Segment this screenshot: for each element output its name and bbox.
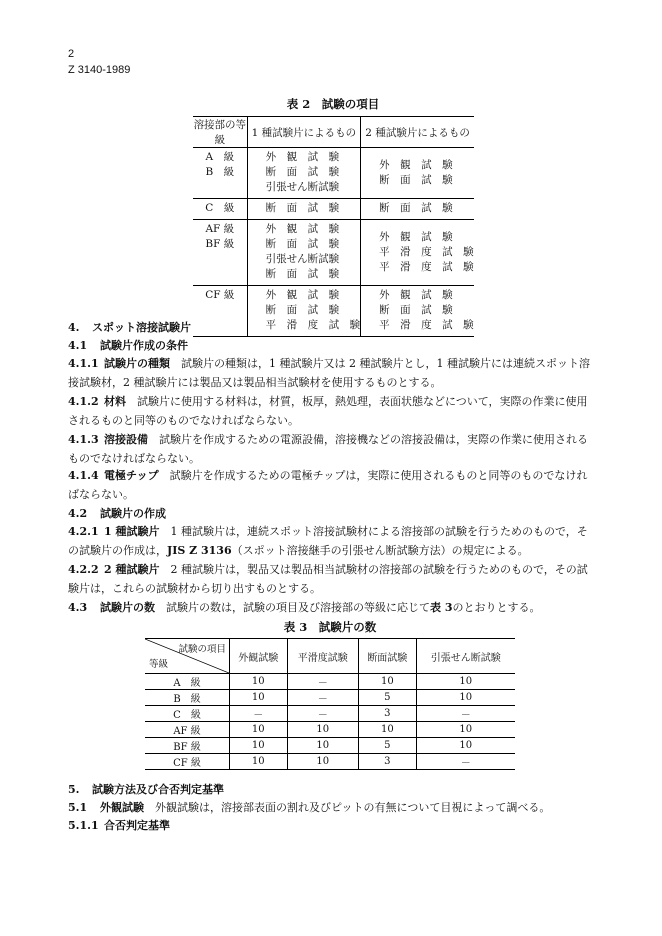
table3-value-cell: 5 bbox=[359, 738, 417, 754]
table3-row bbox=[145, 738, 515, 754]
table3-row bbox=[145, 754, 515, 770]
table3-header-section: 断面試験 bbox=[359, 639, 417, 674]
table3-value-cell: 10 bbox=[287, 722, 359, 738]
table2-type2-cell bbox=[361, 148, 474, 199]
table3-value-cell: 3 bbox=[359, 754, 417, 770]
table2-type1-cell-line: 平 滑 度 試 験 bbox=[265, 319, 361, 331]
table3-value-cell: 10 bbox=[230, 754, 288, 770]
table2-row bbox=[193, 199, 474, 220]
table3-value-cell: 10 bbox=[230, 674, 288, 690]
table2-type2-cell bbox=[361, 199, 474, 220]
standard-number: Z 3140-1989 bbox=[68, 64, 131, 76]
table2-type1-cell-line: 引張せん断試験 bbox=[265, 181, 340, 193]
table3-row bbox=[145, 674, 515, 690]
table2-header-row bbox=[193, 117, 474, 148]
table2-type2-cell-line: 外 観 試 験 bbox=[379, 289, 453, 301]
table3-value-cell: 10 bbox=[230, 722, 288, 738]
table3-value-cell: 10 bbox=[416, 722, 515, 738]
table2-type1-cell-line: 断 面 試 験 bbox=[265, 238, 340, 250]
section-5-1: 5.1 外観試験 外観試験は，溶接部表面の割れ及びピットの有無について目視によって調べる。 bbox=[68, 801, 551, 814]
table2-type2-cell-line: 平 滑 度 試 験 bbox=[379, 319, 474, 331]
jis-reference: JIS Z 3136 bbox=[167, 544, 232, 557]
table2-type1-cell-line: 外 観 試 験 bbox=[265, 223, 340, 235]
table2-type1-cell-line: 断 面 試 験 bbox=[265, 166, 340, 178]
table3-value-cell: － bbox=[287, 674, 359, 690]
table2-type1-cell-line: 断 面 試 験 bbox=[265, 268, 340, 280]
table3-value-cell: － bbox=[416, 706, 515, 722]
table2-type2-cell-line: 断 面 試 験 bbox=[379, 202, 453, 214]
table2-grade-cell-line: CF 級 bbox=[205, 289, 235, 301]
table2-type2-cell bbox=[361, 220, 474, 286]
table2-type1-cell-line: 外 観 試 験 bbox=[265, 151, 340, 163]
table2-row bbox=[193, 220, 474, 286]
table3-value-cell: 10 bbox=[416, 674, 515, 690]
section-4-2-2: 4.2.2 2 種試験片 2 種試験片は，製品又は製品相当試験材の溶接部の試験を行うためのもので，その試験片は，これらの試験材から切り出すものとする。 bbox=[68, 563, 588, 595]
table2-type2-cell-line: 外 観 試 験 bbox=[379, 230, 453, 243]
table3-grade-cell: B 級 bbox=[145, 690, 230, 706]
section-5-1-1-heading: 5.1.1 合否判定基準 bbox=[68, 819, 170, 832]
page-number: 2 bbox=[68, 48, 75, 60]
table3-value-cell: 10 bbox=[359, 674, 417, 690]
section-4-3: 4.3 試験片の数 試験片の数は，試験の項目及び溶接部の等級に応じて表 3のとおりとする。 bbox=[68, 601, 541, 614]
table3-value-cell: 10 bbox=[230, 738, 288, 754]
table2-type1-cell bbox=[247, 220, 361, 286]
table3-grade-cell: CF 級 bbox=[145, 754, 230, 770]
table2-type1-cell bbox=[247, 199, 361, 220]
table2-header-type2: 2 種試験片によるもの bbox=[361, 117, 474, 148]
table3-value-cell: － bbox=[287, 690, 359, 706]
table3-header-row bbox=[145, 639, 515, 674]
table3-value-cell: 10 bbox=[416, 738, 515, 754]
table2-grade-cell-line: B 級 bbox=[205, 166, 235, 178]
table2-grade-cell-line: AF 級 bbox=[205, 223, 235, 235]
table2-type1-cell-line: 断 面 試 験 bbox=[265, 202, 340, 214]
table3-corner-top: 試験の項目 bbox=[178, 644, 226, 655]
table3-value-cell: 10 bbox=[416, 690, 515, 706]
table3-grade-cell: C 級 bbox=[145, 706, 230, 722]
table2-row bbox=[193, 148, 474, 199]
table2-type2-cell-line: 断 面 試 験 bbox=[379, 173, 453, 186]
table2-grade-cell-line: A 級 bbox=[205, 151, 235, 163]
table2-grade-cell-line: C 級 bbox=[205, 202, 235, 214]
table2-type1-cell-line: 断 面 試 験 bbox=[265, 304, 340, 316]
section-4-1-3: 4.1.3 溶接設備 試験片を作成するための電源設備，溶接機などの溶接設備は，実際の作業に使用されるものでなければならない。 bbox=[68, 433, 588, 465]
table2-type2-cell-line: 平 滑 度 試 験 bbox=[379, 245, 474, 258]
table2-grade-cell bbox=[193, 220, 247, 286]
table2-body bbox=[193, 148, 474, 337]
table3-value-cell: 10 bbox=[359, 722, 417, 738]
table3-header-visual: 外観試験 bbox=[230, 639, 288, 674]
table3-corner-bottom: 等級 bbox=[149, 659, 169, 670]
section-4-1-heading: 4.1 試験片作成の条件 bbox=[68, 339, 188, 352]
table3-value-cell: － bbox=[287, 706, 359, 722]
table2-grade-cell-line: BF 級 bbox=[205, 238, 235, 250]
section-5-heading: 5. 試験方法及び合否判定基準 bbox=[68, 783, 224, 796]
table3-corner-cell bbox=[145, 639, 230, 674]
section-4-1-1: 4.1.1 試験片の種類 試験片の種類は，1 種試験片又は 2 種試験片とし，1 種試験片には連続スポット溶接試験材，2 種試験片には製品又は製品相当試験材を使用するものとする。 bbox=[68, 357, 590, 389]
table3-header-smoothness: 平滑度試験 bbox=[287, 639, 359, 674]
table2-type1-cell bbox=[247, 148, 361, 199]
section-4-2-1: 4.2.1 1 種試験片 1 種試験片は，連続スポット溶接試験材による溶接部の試験を行うためのもので，その試験片の作成は，JIS Z 3136（スポット溶接継手の引張せん断試験方法）の規定による。 bbox=[68, 525, 588, 557]
table3-grade-cell: BF 級 bbox=[145, 738, 230, 754]
table3-value-cell: 3 bbox=[359, 706, 417, 722]
table3-grade-cell: AF 級 bbox=[145, 722, 230, 738]
table3-value-cell: － bbox=[416, 754, 515, 770]
table3-row bbox=[145, 722, 515, 738]
table3-value-cell: 10 bbox=[287, 754, 359, 770]
table2-type1-cell-line: 外 観 試 験 bbox=[265, 289, 340, 301]
section-4-2-heading: 4.2 試験片の作成 bbox=[68, 507, 166, 520]
table3-reference: 表 3 bbox=[430, 601, 453, 614]
table3-row bbox=[145, 690, 515, 706]
table2-header-grade: 溶接部の等級 bbox=[193, 117, 247, 148]
table2-grade-cell bbox=[193, 148, 247, 199]
table3-header-tensile-shear: 引張せん断試験 bbox=[416, 639, 515, 674]
table3-caption: 表 3 試験片の数 bbox=[283, 620, 377, 634]
table2-header-type1: 1 種試験片によるもの bbox=[247, 117, 361, 148]
table3-value-cell: － bbox=[230, 706, 288, 722]
table2-caption: 表 2 試験の項目 bbox=[286, 97, 380, 111]
table2-type2-cell-line: 平 滑 度 試 験 bbox=[379, 260, 474, 273]
table3-value-cell: 5 bbox=[359, 690, 417, 706]
table3-specimen-count bbox=[145, 638, 515, 770]
table3-value-cell: 10 bbox=[287, 738, 359, 754]
section-4-1-2: 4.1.2 材料 試験片に使用する材料は，材質，板厚，熱処理，表面状態などについて，実際の作業に使用されるものと同等のものでなければならない。 bbox=[68, 395, 588, 427]
table2-test-items bbox=[193, 116, 474, 337]
table2-grade-cell bbox=[193, 199, 247, 220]
table3-value-cell: 10 bbox=[230, 690, 288, 706]
table3-row bbox=[145, 706, 515, 722]
table3-body bbox=[145, 674, 515, 770]
table2-type2-cell-line: 断 面 試 験 bbox=[379, 304, 453, 316]
table3-grade-cell: A 級 bbox=[145, 674, 230, 690]
section-4-1-4: 4.1.4 電極チップ 試験片を作成するための電極チップは，実際に使用されるものと同等のものでなければならない。 bbox=[68, 469, 588, 501]
section-4-heading: 4. スポット溶接試験片 bbox=[68, 321, 191, 334]
table2-type2-cell-line: 外 観 試 験 bbox=[379, 158, 453, 171]
table2-type1-cell-line: 引張せん断試験 bbox=[265, 253, 340, 265]
